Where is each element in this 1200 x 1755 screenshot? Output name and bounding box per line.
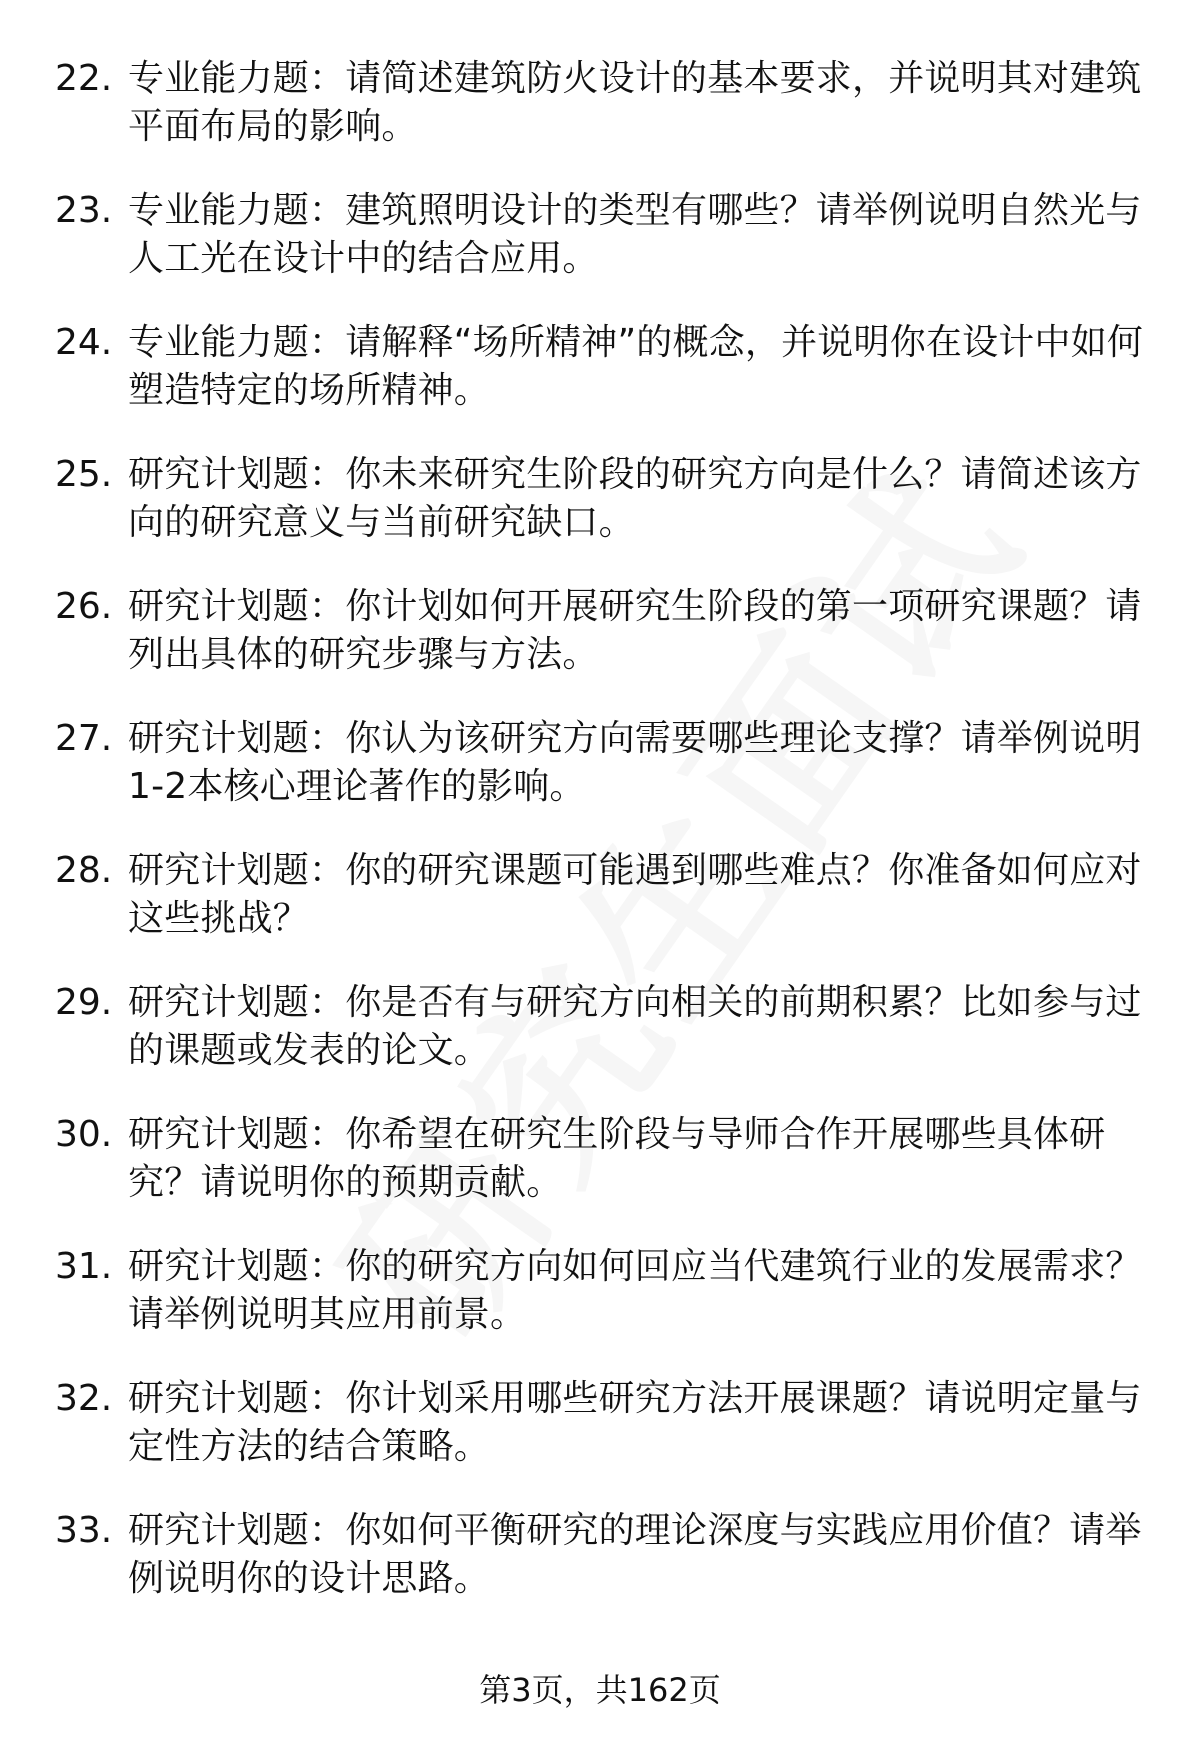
question-item (0, 187, 1200, 319)
question-number: 24. (55, 322, 113, 363)
question-number: 26. (55, 586, 113, 627)
question-text: 研究计划题：你的研究方向如何回应当代建筑行业的发展需求？请举例说明其应用前景。 (128, 1246, 1142, 1335)
question-item (0, 715, 1200, 847)
question-item (0, 451, 1200, 583)
question-item (0, 319, 1200, 451)
question-text: 专业能力题：请解释“场所精神”的概念，并说明你在设计中如何塑造特定的场所精神。 (128, 322, 1144, 411)
question-item (0, 1243, 1200, 1375)
question-number: 27. (55, 718, 113, 759)
question-number: 30. (55, 1114, 113, 1155)
question-item (0, 847, 1200, 979)
page-number-label: 第3页，共162页 (479, 1671, 721, 1709)
question-number: 31. (55, 1246, 113, 1287)
question-text: 研究计划题：你希望在研究生阶段与导师合作开展哪些具体研究？请说明你的预期贡献。 (128, 1114, 1106, 1203)
question-item (0, 1375, 1200, 1507)
question-text: 专业能力题：建筑照明设计的类型有哪些？请举例说明自然光与人工光在设计中的结合应用。 (128, 190, 1142, 279)
question-number: 32. (55, 1378, 113, 1419)
question-text: 研究计划题：你如何平衡研究的理论深度与实践应用价值？请举例说明你的设计思路。 (128, 1510, 1142, 1599)
question-number: 23. (55, 190, 113, 231)
question-item (0, 1111, 1200, 1243)
page-footer (0, 1670, 1200, 1710)
question-number: 25. (55, 454, 113, 495)
question-number: 22. (55, 58, 113, 99)
question-number: 33. (55, 1510, 113, 1551)
question-text: 专业能力题：请简述建筑防火设计的基本要求，并说明其对建筑平面布局的影响。 (128, 58, 1142, 147)
question-item (0, 1507, 1200, 1639)
question-text: 研究计划题：你是否有与研究方向相关的前期积累？比如参与过的课题或发表的论文。 (128, 982, 1142, 1071)
question-item (0, 583, 1200, 715)
question-item (0, 55, 1200, 187)
question-text: 研究计划题：你认为该研究方向需要哪些理论支撑？请举例说明1-2本核心理论著作的影响。 (128, 718, 1142, 807)
question-text: 研究计划题：你未来研究生阶段的研究方向是什么？请简述该方向的研究意义与当前研究缺口。 (128, 454, 1142, 543)
question-number: 29. (55, 982, 113, 1023)
question-list (0, 55, 1200, 1639)
question-text: 研究计划题：你的研究课题可能遇到哪些难点？你准备如何应对这些挑战？ (128, 850, 1142, 939)
question-text: 研究计划题：你计划如何开展研究生阶段的第一项研究课题？请列出具体的研究步骤与方法。 (128, 586, 1142, 675)
question-item (0, 979, 1200, 1111)
question-number: 28. (55, 850, 113, 891)
question-text: 研究计划题：你计划采用哪些研究方法开展课题？请说明定量与定性方法的结合策略。 (128, 1378, 1142, 1467)
